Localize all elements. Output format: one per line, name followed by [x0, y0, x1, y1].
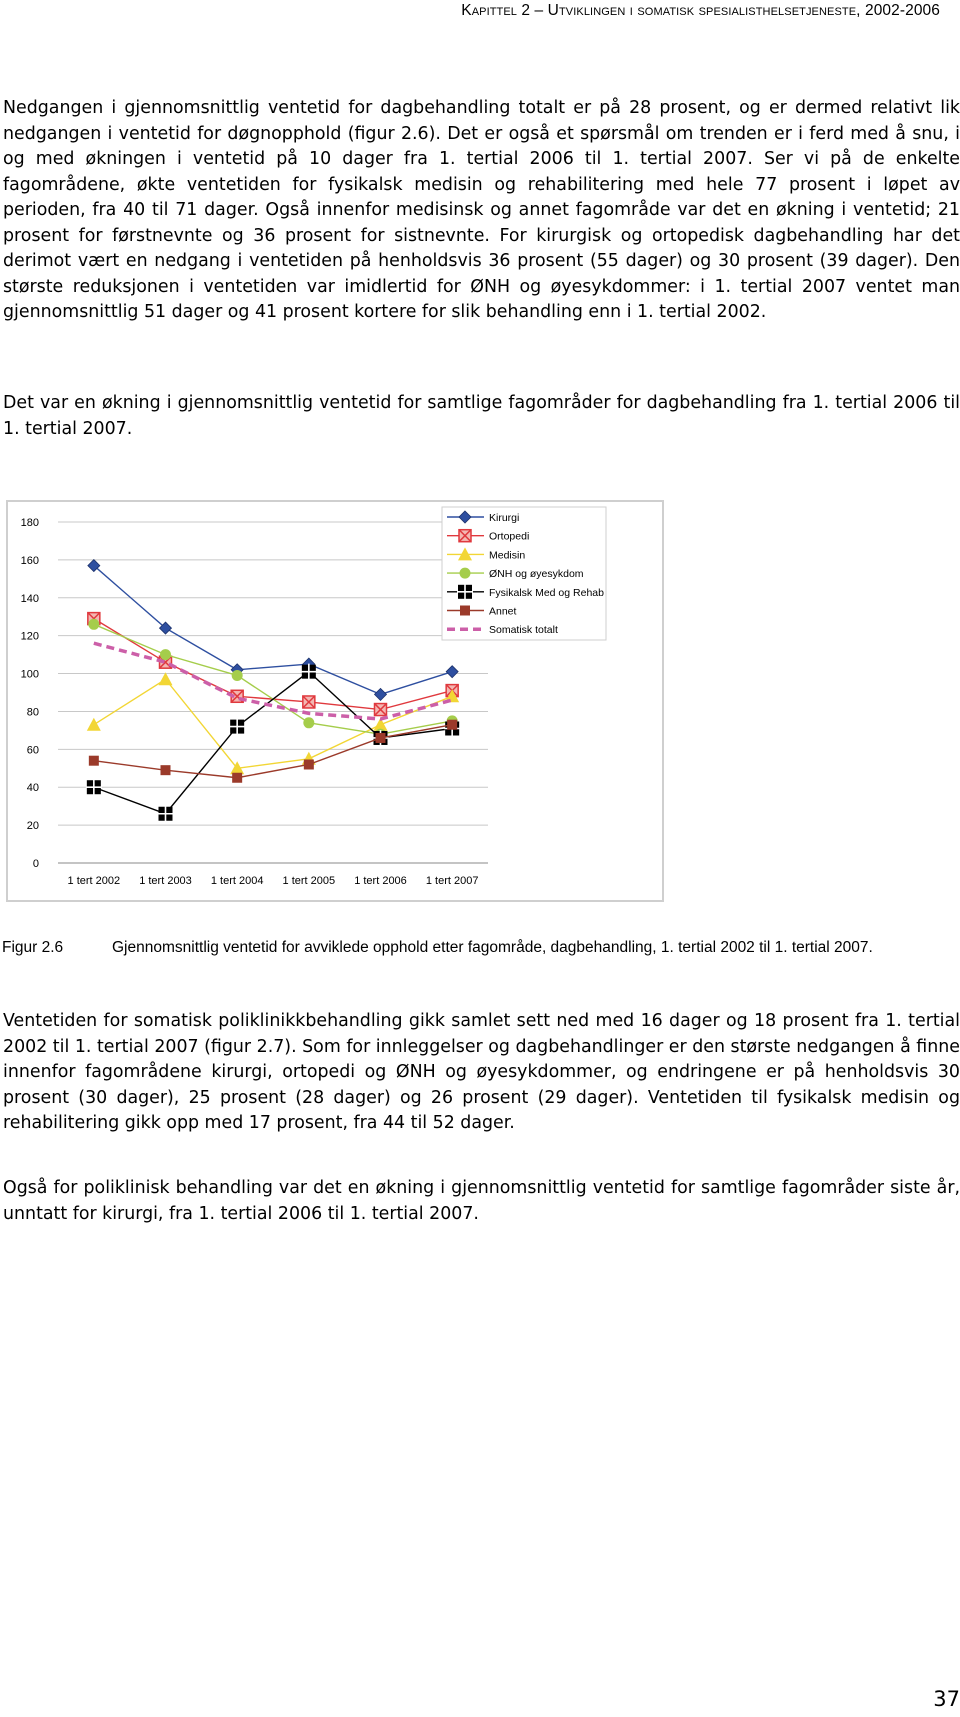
legend-label: Somatisk totalt — [489, 624, 558, 637]
x-tick-label: 1 tert 2005 — [282, 875, 336, 887]
x-tick-label: 1 tert 2007 — [425, 875, 479, 887]
series-1 — [88, 560, 458, 701]
y-tick-label: 40 — [26, 782, 39, 795]
series-7 — [94, 643, 452, 719]
line-chart — [8, 502, 662, 900]
y-tick-label: 120 — [20, 630, 39, 643]
marker-diamond — [446, 666, 458, 678]
x-tick-label: 1 tert 2002 — [67, 875, 121, 887]
marker-square — [304, 759, 314, 769]
figure-caption: Gjennomsnittlig ventetid for avviklede opphold etter fagområde, dagbehandling, 1. tertial 2002 til 1. tertial 2007. — [112, 939, 873, 956]
y-tick-label: 0 — [32, 858, 39, 870]
y-tick-label: 20 — [26, 820, 39, 833]
legend-label: Medisin — [489, 549, 526, 562]
marker-circle — [303, 717, 314, 728]
series-line — [94, 672, 452, 814]
paragraph-2: Det var en økning i gjennomsnittlig ventetid for samtlige fagområder for dagbehandling fra 1. tertial 2006 til 1. tertial 2007. — [3, 393, 960, 439]
figure-label: Figur 2.6 — [2, 939, 64, 956]
paragraph-1: Nedgangen i gjennomsnittlig ventetid for dagbehandling totalt er på 28 prosent, og er dermed relativt lik nedgangen i ventetid for døgnopphold (figur 2.6). Det er også et spørsmål om trenden er i ferd med å snu, i og med økningen i ventetid på 10 dager fra 1. tertial 2006 til 1. tertial 2007. Ser vi på de enkelte fagområdene, økte ventetiden for fysikalsk medisin og rehabilitering med hele 77 prosent i løpet av perioden, fra 40 til 71 dager. Også innenfor medisinsk og annet fagområde var det en økning i ventetid; 21 prosent for førstnevnte og 36 prosent for sistnevnte. For kirurgisk og ortopedisk dagbehandling har det derimot vært en nedgang i ventetiden på henholdsvis 36 prosent (55 dager) og 30 prosent (39 dager). Den største reduksjonen i ventetiden var imidlertid for ØNH og øyesykdommer: i 1. tertial 2007 ventet man gjennomsnittlig 51 dager og 41 prosent kortere for slik behandling enn i 1. tertial 2002. — [3, 98, 960, 322]
x-tick-label: 1 tert 2006 — [354, 875, 407, 887]
legend-label: ØNH og øyesykdom — [489, 568, 584, 581]
figure-chart — [6, 500, 664, 902]
paragraph-3: Ventetiden for somatisk poliklinikkbehandling gikk samlet sett ned med 16 dager og 18 prosent fra 1. tertial 2002 til 1. tertial 2007 (figur 2.7). Som for innleggelser og dagbehandlinger er den største nedgangen å finne innenfor fagområdene kirurgi, ortopedi og ØNH og øyesykdommer, og endringene er på henholdsvis 30 prosent (30 dager), 25 prosent (28 dager) og 26 prosent (29 dager). Ventetiden til fysikalsk medisin og rehabilitering gikk opp med 17 prosent, fra 44 til 52 dager. — [3, 1011, 960, 1133]
legend-label: Fysikalsk Med og Rehab — [489, 586, 604, 599]
y-tick-label: 60 — [26, 744, 39, 757]
series-line — [94, 566, 452, 695]
running-header: Kapittel 2 – Utviklingen i somatisk spesialisthelsetjeneste, 2002-2006 — [461, 2, 940, 19]
marker-square — [460, 606, 470, 616]
series-6 — [89, 720, 457, 783]
marker-circle — [232, 670, 243, 681]
legend-item — [447, 530, 529, 543]
marker-square — [232, 773, 242, 783]
series-4 — [88, 619, 457, 740]
paragraph-4: Også for poliklinisk behandling var det en økning i gjennomsnittlig ventetid for samtlige fagområder siste år, unntatt for kirurgi, fra 1. tertial 2006 til 1. tertial 2007. — [3, 1178, 960, 1224]
marker-triangle — [87, 718, 101, 731]
marker-circle — [460, 568, 471, 579]
marker-triangle — [159, 672, 173, 685]
marker-diamond — [375, 688, 387, 700]
y-tick-label: 160 — [20, 554, 39, 567]
marker-square — [447, 720, 457, 730]
marker-square — [161, 765, 171, 775]
y-tick-label: 140 — [20, 592, 39, 605]
legend-label: Kirurgi — [489, 512, 520, 524]
series-line — [94, 725, 452, 778]
series-line — [94, 643, 452, 719]
series-2 — [88, 613, 458, 716]
marker-circle — [160, 649, 171, 660]
marker-square — [89, 756, 99, 766]
marker-square — [376, 733, 386, 743]
x-tick-label: 1 tert 2004 — [210, 875, 264, 887]
marker-circle — [88, 619, 99, 630]
page-number: 37 — [933, 1687, 960, 1711]
legend — [442, 507, 606, 640]
y-tick-label: 180 — [20, 517, 39, 529]
series-line — [94, 679, 452, 768]
y-tick-label: 80 — [26, 706, 39, 719]
y-tick-label: 100 — [20, 668, 39, 681]
legend-item — [447, 584, 604, 600]
legend-label: Annet — [489, 605, 517, 618]
legend-label: Ortopedi — [489, 530, 530, 543]
x-tick-label: 1 tert 2003 — [139, 875, 192, 887]
series-line — [94, 619, 452, 710]
